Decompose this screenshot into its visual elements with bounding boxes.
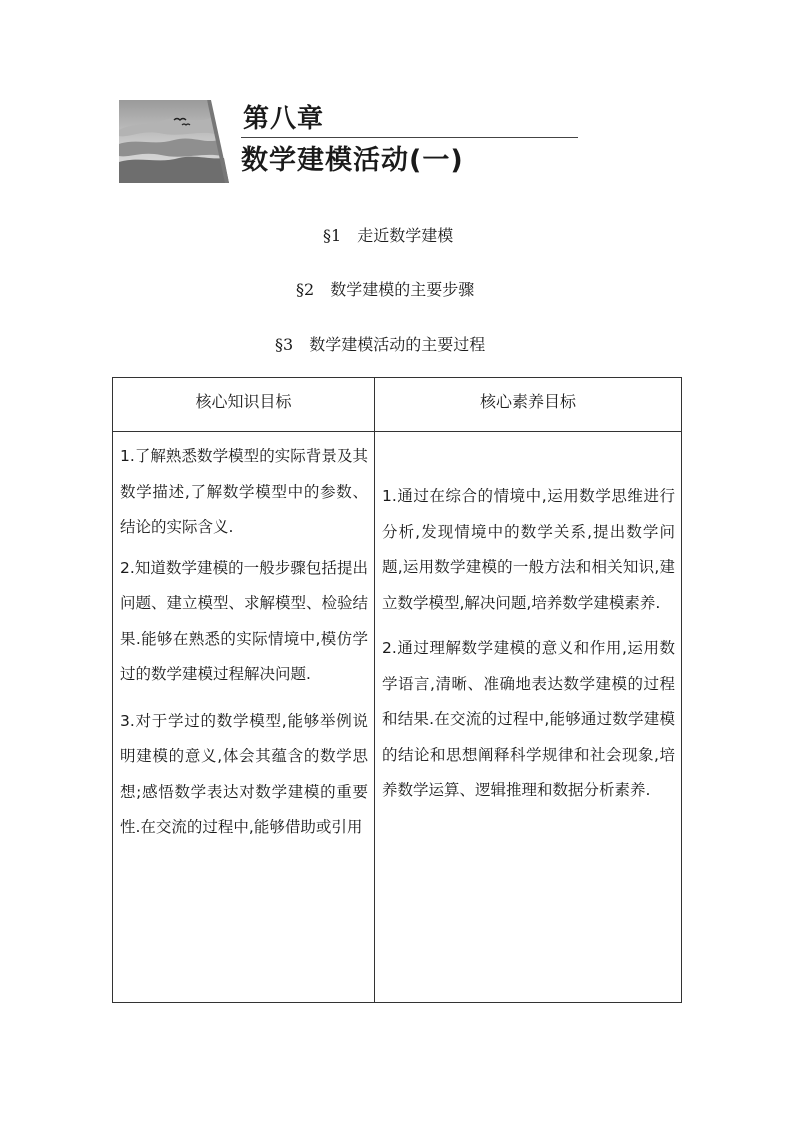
section-number: §1 xyxy=(323,226,342,245)
section-heading xyxy=(275,337,485,353)
literacy-goals-cell xyxy=(375,432,682,1003)
chapter-banner-image xyxy=(119,100,229,183)
section-title: 数学建模的主要步骤 xyxy=(330,280,475,299)
title-divider xyxy=(241,137,578,138)
knowledge-goals-cell xyxy=(113,432,375,1003)
section-number: §2 xyxy=(296,280,315,299)
goals-table xyxy=(112,377,682,1003)
table-row xyxy=(113,432,682,1003)
table-header-row xyxy=(113,378,682,432)
chapter-number: 第八章 xyxy=(243,104,325,134)
knowledge-goal-item: 3.对于学过的数学模型,能够举例说明建模的意义,体会其蕴含的数学思想;感悟数学表达对数学建模的重要性.在交流的过程中,能够借助或引用 xyxy=(120,711,368,836)
header-literacy-goals: 核心素养目标 xyxy=(375,378,682,432)
section-title: 数学建模活动的主要过程 xyxy=(309,335,486,354)
literacy-goal-item: 2.通过理解数学建模的意义和作用,运用数学语言,清晰、准确地表达数学建模的过程和结果.在交流的过程中,能够通过数学建模的结论和思想阐释科学规律和社会现象,培养数学运算、逻辑推理和数据分析素养. xyxy=(382,639,675,799)
knowledge-goal-item: 2.知道数学建模的一般步骤包括提出问题、建立模型、求解模型、检验结果.能够在熟悉的实际情境中,模仿学过的数学建模过程解决问题. xyxy=(120,558,369,683)
section-heading xyxy=(323,228,453,244)
chapter-title: 数学建模活动(一) xyxy=(241,145,464,176)
literacy-goal-item: 1.通过在综合的情境中,运用数学思维进行分析,发现情境中的数学关系,提出数学问题,运用数学建模的一般方法和相关知识,建立数学模型,解决问题,培养数学建模素养. xyxy=(382,487,675,612)
section-heading xyxy=(296,282,474,298)
knowledge-goal-item: 1.了解熟悉数学模型的实际背景及其数学描述,了解数学模型中的参数、结论的实际含义. xyxy=(120,447,368,536)
section-title: 走近数学建模 xyxy=(357,226,454,245)
header-knowledge-goals: 核心知识目标 xyxy=(113,378,375,432)
section-number: §3 xyxy=(275,335,294,354)
